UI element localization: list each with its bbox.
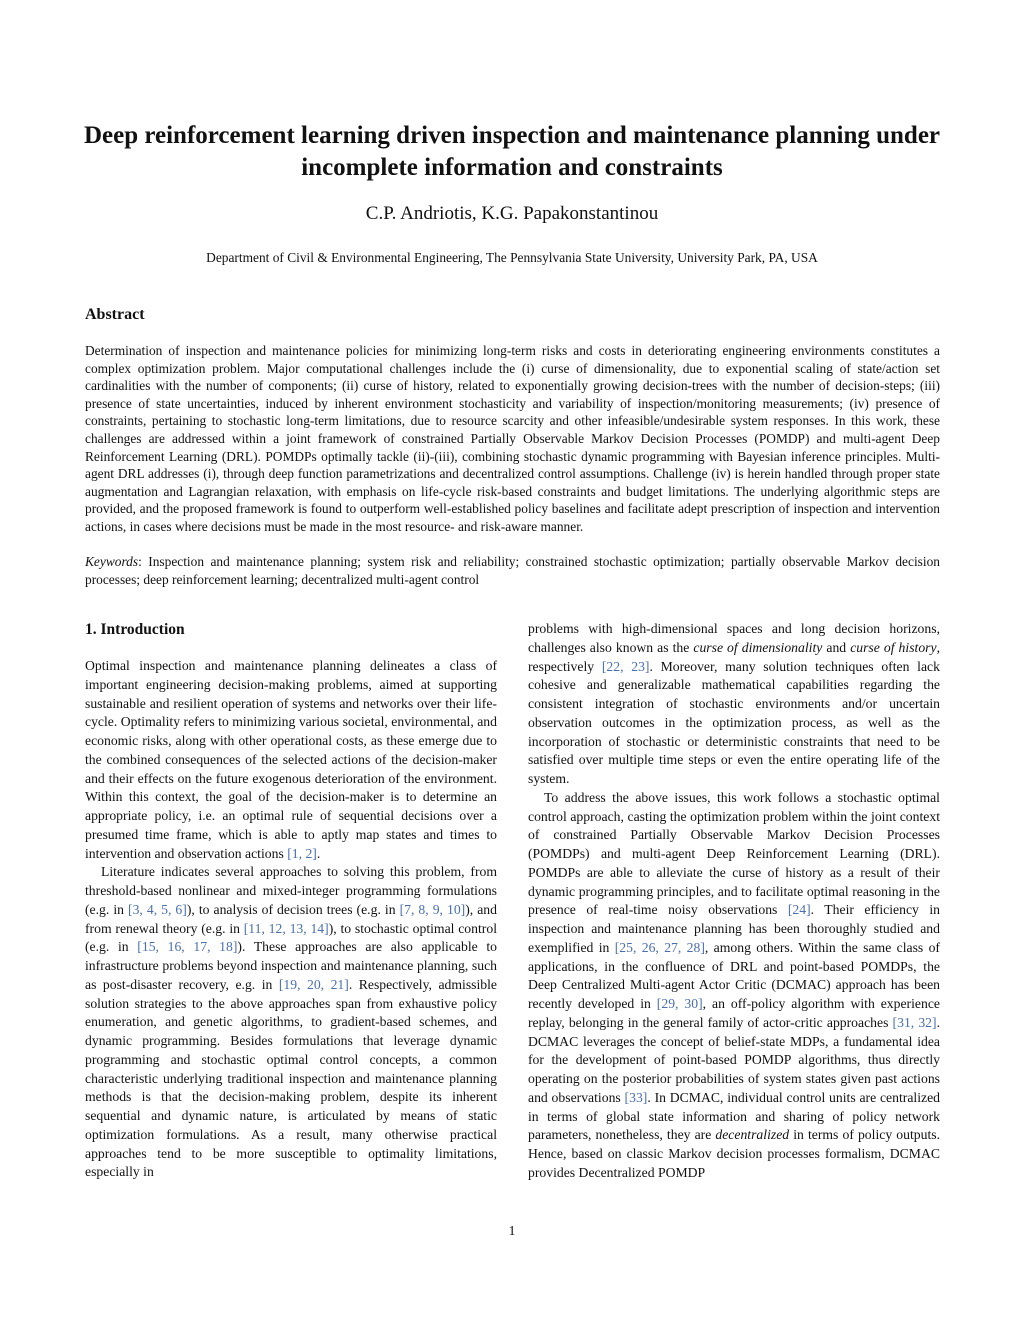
citation-link[interactable]: [22, 23] bbox=[601, 658, 650, 674]
text-run: , respectively bbox=[528, 639, 940, 674]
citation-link[interactable]: [29, 30] bbox=[656, 996, 703, 1011]
intro-paragraph-4 bbox=[528, 789, 940, 1183]
citation-link[interactable]: [25, 26, 27, 28] bbox=[614, 939, 705, 955]
citation-link[interactable]: [1, 2] bbox=[287, 845, 317, 861]
text-run: ), to analysis of decision trees (e.g. in bbox=[186, 901, 400, 917]
citation-link[interactable]: [31, 32] bbox=[892, 1014, 937, 1030]
text-run: . DCMAC leverages the concept of belief-state MDPs, a fundamental idea for the development of point-based POMDP algorithms, thus directly operating on the posterior probabilities of system states given past actions and observations bbox=[528, 1014, 940, 1105]
text-run: . Moreover, many solution techniques often lack cohesive and generalizable mathematical capabilities regarding the consistent integration of stochastic environments and/or uncertain observation outcomes in the optimization process, as well as the incorporation of stochastic or deterministic constraints that need to be satisfied over multiple time steps or even the entire operating life of the system. bbox=[528, 658, 940, 786]
citation-link[interactable]: [15, 16, 17, 18] bbox=[137, 939, 238, 955]
intro-paragraph-2 bbox=[85, 863, 497, 1182]
emphasis: decentralized bbox=[715, 1127, 790, 1143]
text-run: Literature indicates several approaches to solving this problem, from threshold-based nonlinear and mixed-integer programming formulations (e.g. in bbox=[85, 864, 497, 917]
keywords-label: Keywords bbox=[85, 554, 139, 569]
text-run: ). These approaches are also applicable to infrastructure problems beyond inspection and maintenance planning, such as post-disaster recovery, e.g. in bbox=[85, 939, 498, 992]
abstract-text: Determination of inspection and maintenance policies for minimizing long-term risks and costs in deteriorating engineering environments constitutes a complex optimization problem. Major computational challenges include the (i) curse of dimensionality, due to exponential scaling of state/action set cardinalities with the number of components; (ii) curse of history, related to exponentially growing decision-trees with the number of decision-steps; (iii) presence of state uncertainties, induced by inherent environment stochasticity and variability of inspection/monitoring measurements; (iv) presence of constraints, pertaining to stochastic long-term limitations, due to resource scarcity and other infeasible/undesirable system responses. In this work, these challenges are addressed within a joint framework of constrained Partially Observable Markov Decision Processes (POMDP) and multi-agent Deep Reinforcement Learning (DRL). POMDPs optimally tackle (ii)-(iii), combining stochastic dynamic programming with Bayesian inference principles. Multi-agent DRL addresses (i), through deep function parametrizations and decentralized control assumptions. Challenge (iv) is herein handled through proper state augmentation and Lagrangian relaxation, with emphasis on life-cycle risk-based constraints and budget limitations. The underlying algorithmic steps are provided, and the proposed framework is found to outperform well-established policy baselines and facilitate adept prescription of inspection and intervention actions, in cases where decisions must be made in the most resource- and risk-aware manner. bbox=[85, 343, 940, 534]
emphasis: curse of history bbox=[850, 639, 937, 655]
keywords-text: : Inspection and maintenance planning; system risk and reliability; constrained stochastic optimization; partially observable Markov decision processes; deep reinforcement learning; decentralized multi-agent control bbox=[85, 554, 940, 587]
text-run: Optimal inspection and maintenance planning delineates a class of important engineering decision-making problems, aimed at supporting sustainable and resilient operation of systems and networks over their life-cycle. Optimality refers to minimizing various societal, environmental, and economic risks, along with other operational costs, as these emerge due to the combined consequences of the selected actions of the decision-maker and their effects on the future exogenous deterioration of the environment. Within this context, the goal of the decision-maker is to determine an appropriate policy, i.e. an optimal rule of sequential decisions over a presumed time frame, which is able to aptly map states and times to intervention and observation actions bbox=[85, 658, 497, 861]
text-run: . In DCMAC, individual control units are centralized in terms of global state information and sharing of policy network parameters, nonetheless, they are bbox=[528, 1089, 941, 1143]
citation-link[interactable]: [3, 4, 5, 6] bbox=[128, 901, 187, 917]
text-run: . Their efficiency in inspection and maintenance planning has been thoroughly studied and exemplified in bbox=[528, 902, 940, 955]
text-run: To address the above issues, this work follows a stochastic optimal control approach, casting the optimization problem within the joint context of constrained Partially Observable Markov Decision Processes (POMDPs) and multi-agent Deep Reinforcement Learning (DRL). POMDPs are able to alleviate the curse of history as a result of their dynamic programming principles, and to facilitate optimal reasoning in the presence of real-time noisy observations bbox=[528, 789, 940, 918]
citation-link[interactable]: [11, 12, 13, 14] bbox=[243, 920, 329, 936]
page-number: 1 bbox=[508, 1224, 516, 1239]
emphasis: curse of dimensionality bbox=[693, 639, 823, 655]
citation-link[interactable]: [24] bbox=[787, 902, 811, 918]
abstract-heading: Abstract bbox=[85, 306, 145, 323]
text-run: in terms of policy outputs. Hence, based on classic Markov decision processes formalism, DCMAC provides Decentralized POMDP bbox=[528, 1127, 940, 1180]
text-run: . Respectively, admissible solution strategies to the above approaches span from exhaustive policy enumeration, and genetic algorithms, to gradient-based schemes, and dynamic programming. Besides formulations that leverage dynamic programming and stochastic optimal control concepts, a common characteristic underlying traditional inspection and maintenance planning methods is that the decision-making problem, despite its inherent sequential and dynamic nature, is articulated by means of static optimization formulations. As a result, many otherwise practical approaches tend to be more susceptible to optimality limitations, especially in bbox=[85, 976, 497, 1180]
text-run: and bbox=[822, 639, 851, 655]
text-run: , an off-policy algorithm with experience replay, belonging in the general family of actor-critic approaches bbox=[528, 996, 940, 1030]
intro-paragraph-1 bbox=[85, 657, 497, 863]
paper-title: Deep reinforcement learning driven inspection and maintenance planning under incomplete information and constraints bbox=[83, 122, 941, 181]
text-run: . bbox=[316, 845, 321, 861]
citation-link[interactable]: [33] bbox=[624, 1089, 648, 1105]
affiliation: Department of Civil & Environmental Engineering, The Pennsylvania State University, University Park, PA, USA bbox=[206, 250, 818, 265]
citation-link[interactable]: [7, 8, 9, 10] bbox=[399, 901, 466, 917]
text-run: ), and from renewal theory (e.g. in bbox=[85, 901, 497, 936]
keywords bbox=[85, 553, 940, 588]
intro-paragraph-3 bbox=[528, 620, 940, 789]
authors: C.P. Andriotis, K.G. Papakonstantinou bbox=[365, 203, 659, 224]
section-heading-introduction: 1. Introduction bbox=[85, 621, 185, 638]
citation-link[interactable]: [19, 20, 21] bbox=[278, 976, 349, 992]
text-run: , among others. Within the same class of applications, in the confluence of DRL and point-based POMDPs, the Deep Centralized Multi-agent Actor Critic (DCMAC) approach has been recently developed in bbox=[528, 939, 940, 1011]
left-column bbox=[85, 620, 497, 1182]
text-run: ), to stochastic optimal control (e.g. in bbox=[85, 920, 497, 955]
text-run: problems with high-dimensional spaces and long decision horizons, challenges also known as the bbox=[528, 621, 940, 655]
right-column bbox=[528, 620, 940, 1183]
